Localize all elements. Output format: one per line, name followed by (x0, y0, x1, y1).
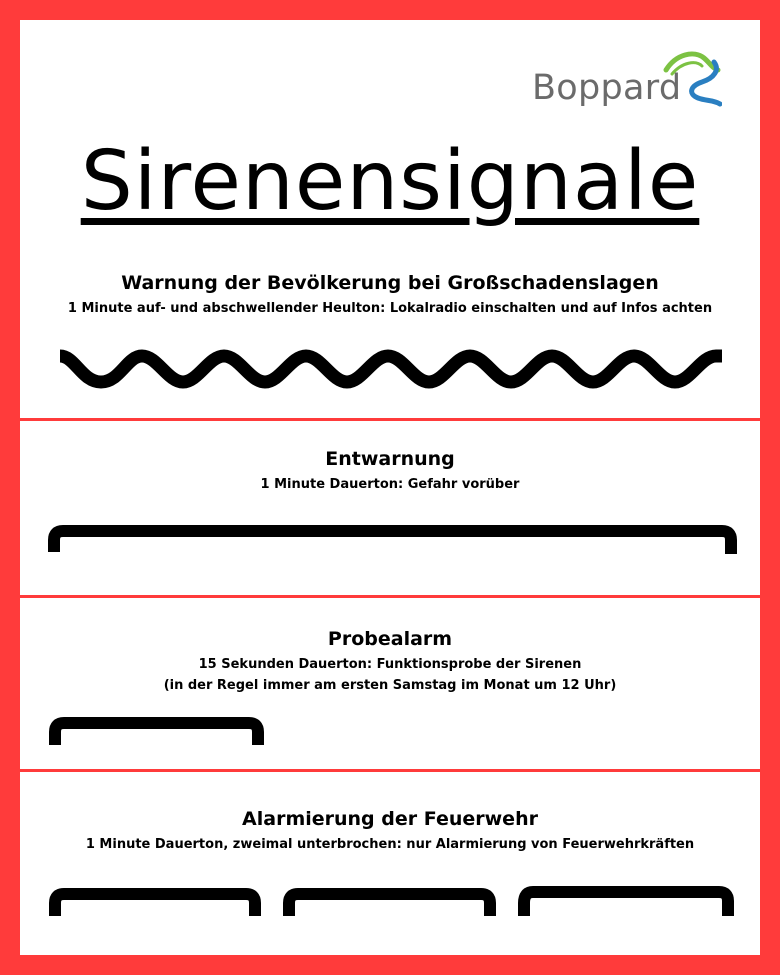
section-all-clear (20, 446, 760, 495)
section-all-clear-heading: Entwarnung (325, 448, 455, 470)
section-divider (20, 769, 760, 772)
short-tone-icon (20, 712, 760, 752)
boppard-logo (532, 48, 722, 112)
section-test-alarm (20, 626, 760, 696)
section-divider (20, 595, 760, 598)
poster-sheet (20, 20, 760, 955)
section-test-alarm-heading: Probealarm (327, 628, 453, 650)
section-warning-heading: Warnung der Bevölkerung bei Großschadenslagen (121, 272, 659, 294)
section-warning (20, 270, 760, 319)
boppard-logo-icon (662, 48, 722, 112)
wave-signal-icon (20, 338, 760, 418)
logo-text: Boppard (532, 68, 682, 108)
section-fire-brigade (20, 806, 760, 855)
section-fire-brigade-heading: Alarmierung der Feuerwehr (242, 808, 538, 830)
page-title: Sirenensignale (80, 134, 700, 229)
section-fire-brigade-description: 1 Minute Dauerton, zweimal unterbrochen: nur Alarmierung von Feuerwehrkräften (85, 837, 695, 852)
continuous-tone-icon (20, 520, 760, 570)
section-test-alarm-note: (in der Regel immer am ersten Samstag im Monat um 12 Uhr) (163, 678, 617, 693)
section-test-alarm-description: 15 Sekunden Dauerton: Funktionsprobe der Sirenen (198, 657, 582, 672)
section-all-clear-description: 1 Minute Dauerton: Gefahr vorüber (260, 477, 520, 492)
section-divider (20, 418, 760, 421)
interrupted-tone-icon (20, 880, 760, 930)
section-warning-description: 1 Minute auf- und abschwellender Heulton: Lokalradio einschalten und auf Infos achten (67, 301, 713, 316)
